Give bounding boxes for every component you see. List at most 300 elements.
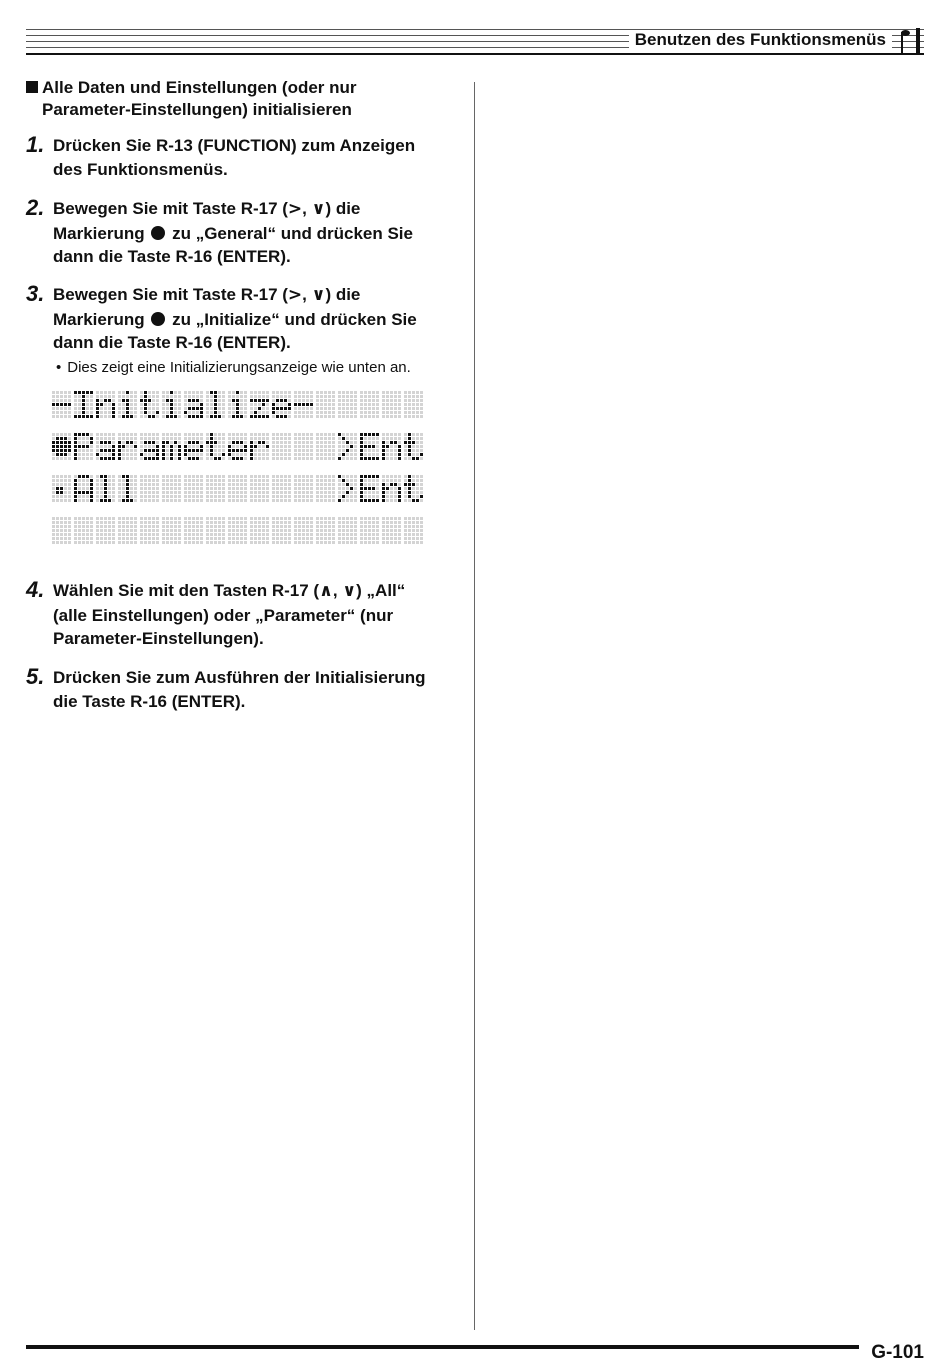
- lcd-dot-off: [192, 533, 195, 536]
- lcd-dot-off: [288, 457, 291, 460]
- lcd-dot-off: [310, 495, 313, 498]
- lcd-dot-off: [78, 457, 81, 460]
- lcd-dot-off: [376, 449, 379, 452]
- lcd-dot-off: [398, 407, 401, 410]
- lcd-dot-off: [126, 541, 129, 544]
- lcd-dot-off: [272, 491, 275, 494]
- lcd-dot-off: [192, 433, 195, 436]
- lcd-dot-off: [174, 541, 177, 544]
- lcd-dot-off: [376, 411, 379, 414]
- lcd-dot-off: [258, 521, 261, 524]
- lcd-dot-off: [162, 517, 165, 520]
- lcd-dot-off: [412, 395, 415, 398]
- lcd-dot-off: [192, 475, 195, 478]
- lcd-dot-off: [420, 499, 423, 502]
- lcd-dot-off: [86, 403, 89, 406]
- lcd-dot-off: [272, 525, 275, 528]
- lcd-dot-off: [288, 453, 291, 456]
- lcd-dot-off: [240, 433, 243, 436]
- lcd-dot-off: [64, 537, 67, 540]
- lcd-dot-off: [284, 437, 287, 440]
- lcd-dot-off: [86, 457, 89, 460]
- lcd-dot-off: [294, 449, 297, 452]
- lcd-dot-off: [420, 445, 423, 448]
- lcd-dot-off: [390, 449, 393, 452]
- lcd-dot-off: [214, 449, 217, 452]
- lcd-dot-on: [210, 449, 213, 452]
- lcd-dot-off: [376, 407, 379, 410]
- lcd-dot-off: [284, 499, 287, 502]
- lcd-dot-off: [118, 525, 121, 528]
- lcd-dot-off: [394, 437, 397, 440]
- lcd-dot-on: [360, 491, 363, 494]
- lcd-dot-off: [162, 533, 165, 536]
- lcd-dot-off: [276, 433, 279, 436]
- right-arrow-icon: >: [287, 199, 303, 219]
- lcd-dot-off: [184, 433, 187, 436]
- lcd-dot-off: [404, 533, 407, 536]
- lcd-dot-off: [332, 495, 335, 498]
- lcd-dot-off: [398, 529, 401, 532]
- lcd-dot-off: [228, 521, 231, 524]
- lcd-dot-off: [206, 453, 209, 456]
- lcd-dot-off: [294, 407, 297, 410]
- lcd-dot-off: [108, 453, 111, 456]
- lcd-dot-off: [420, 411, 423, 414]
- staff-end-bar: [916, 28, 920, 55]
- lcd-dot-off: [122, 433, 125, 436]
- lcd-dot-on: [184, 445, 187, 448]
- lcd-dot-off: [244, 521, 247, 524]
- lcd-dot-off: [140, 487, 143, 490]
- lcd-dot-off: [214, 537, 217, 540]
- lcd-dot-off: [288, 521, 291, 524]
- lcd-dot-off: [178, 491, 181, 494]
- lcd-dot-off: [394, 495, 397, 498]
- lcd-dot-off: [338, 411, 341, 414]
- lcd-dot-off: [346, 521, 349, 524]
- lcd-dot-off: [316, 441, 319, 444]
- lcd-dot-off: [232, 395, 235, 398]
- lcd-dot-off: [64, 491, 67, 494]
- lcd-dot-off: [122, 407, 125, 410]
- lcd-dot-on: [236, 407, 239, 410]
- lcd-dot-off: [332, 537, 335, 540]
- lcd-dot-on: [82, 491, 85, 494]
- lcd-dot-on: [364, 487, 367, 490]
- lcd-dot-off: [210, 475, 213, 478]
- lcd-dot-off: [140, 411, 143, 414]
- lcd-dot-on: [122, 499, 125, 502]
- lcd-dot-off: [244, 433, 247, 436]
- lcd-dot-on: [188, 407, 191, 410]
- lcd-dot-on: [338, 433, 341, 436]
- lcd-dot-off: [372, 491, 375, 494]
- lcd-dot-off: [288, 449, 291, 452]
- lcd-dot-off: [112, 525, 115, 528]
- lcd-dot-off: [236, 541, 239, 544]
- lcd-dot-off: [328, 479, 331, 482]
- lcd-dot-on: [306, 403, 309, 406]
- lcd-dot-off: [166, 483, 169, 486]
- lcd-dot-off: [178, 403, 181, 406]
- lcd-dot-off: [324, 457, 327, 460]
- lcd-dot-off: [192, 437, 195, 440]
- lcd-dot-off: [184, 491, 187, 494]
- lcd-dot-off: [416, 487, 419, 490]
- lcd-dot-off: [86, 533, 89, 536]
- lcd-dot-off: [188, 491, 191, 494]
- lcd-dot-off: [170, 521, 173, 524]
- lcd-dot-off: [354, 411, 357, 414]
- lcd-dot-off: [232, 521, 235, 524]
- lcd-dot-off: [250, 517, 253, 520]
- lcd-dot-off: [86, 399, 89, 402]
- lcd-dot-off: [206, 437, 209, 440]
- lcd-dot-off: [276, 529, 279, 532]
- lcd-dot-off: [280, 517, 283, 520]
- lcd-dot-off: [156, 407, 159, 410]
- lcd-dot-off: [266, 521, 269, 524]
- lcd-dot-off: [342, 529, 345, 532]
- lcd-dot-off: [420, 491, 423, 494]
- lcd-dot-off: [350, 399, 353, 402]
- lcd-dot-off: [170, 525, 173, 528]
- lcd-dot-off: [408, 391, 411, 394]
- lcd-dot-off: [338, 541, 341, 544]
- lcd-dot-off: [112, 499, 115, 502]
- lcd-dot-off: [266, 453, 269, 456]
- lcd-dot-off: [420, 541, 423, 544]
- lcd-dot-on: [210, 391, 213, 394]
- lcd-dot-on: [156, 453, 159, 456]
- lcd-dot-off: [200, 491, 203, 494]
- lcd-dot-on: [398, 457, 401, 460]
- lcd-dot-off: [56, 537, 59, 540]
- lcd-dot-off: [346, 437, 349, 440]
- lcd-dot-off: [368, 449, 371, 452]
- lcd-dot-on: [64, 449, 67, 452]
- lcd-dot-off: [386, 407, 389, 410]
- lcd-dot-off: [152, 517, 155, 520]
- lcd-dot-off: [166, 457, 169, 460]
- lcd-dot-off: [386, 395, 389, 398]
- lcd-dot-off: [178, 495, 181, 498]
- lcd-dot-on: [254, 415, 257, 418]
- lcd-dot-off: [178, 399, 181, 402]
- lcd-dot-on: [126, 415, 129, 418]
- lcd-dot-on: [152, 449, 155, 452]
- lcd-dot-off: [346, 499, 349, 502]
- lcd-dot-off: [52, 495, 55, 498]
- lcd-dot-off: [342, 491, 345, 494]
- lcd-dot-on: [74, 495, 77, 498]
- lcd-dot-off: [372, 517, 375, 520]
- lcd-dot-off: [376, 483, 379, 486]
- lcd-dot-off: [130, 517, 133, 520]
- lcd-dot-on: [258, 399, 261, 402]
- lcd-dot-off: [266, 437, 269, 440]
- lcd-dot-off: [144, 541, 147, 544]
- lcd-dot-off: [386, 433, 389, 436]
- lcd-dot-on: [196, 415, 199, 418]
- lcd-dot-off: [258, 395, 261, 398]
- lcd-dot-off: [394, 525, 397, 528]
- lcd-dot-off: [144, 487, 147, 490]
- lcd-dot-on: [360, 441, 363, 444]
- lcd-dot-off: [122, 479, 125, 482]
- lcd-dot-off: [240, 437, 243, 440]
- lcd-dot-off: [394, 399, 397, 402]
- lcd-dot-off: [108, 529, 111, 532]
- lcd-dot-off: [156, 399, 159, 402]
- lcd-dot-off: [188, 537, 191, 540]
- lcd-dot-off: [328, 487, 331, 490]
- lcd-dot-off: [372, 521, 375, 524]
- lcd-dot-on: [148, 441, 151, 444]
- lcd-dot-off: [262, 525, 265, 528]
- lcd-dot-off: [404, 495, 407, 498]
- lcd-dot-off: [316, 457, 319, 460]
- lcd-dot-off: [354, 433, 357, 436]
- lcd-dot-off: [56, 517, 59, 520]
- lcd-dot-off: [140, 457, 143, 460]
- lcd-dot-off: [152, 475, 155, 478]
- lcd-dot-on: [74, 457, 77, 460]
- lcd-dot-off: [96, 537, 99, 540]
- lcd-dot-off: [266, 529, 269, 532]
- lcd-dot-off: [200, 453, 203, 456]
- lcd-dot-off: [134, 403, 137, 406]
- lcd-dot-off: [52, 457, 55, 460]
- lcd-dot-off: [78, 407, 81, 410]
- lcd-dot-off: [302, 399, 305, 402]
- lcd-dot-off: [184, 475, 187, 478]
- lcd-dot-off: [228, 537, 231, 540]
- lcd-dot-off: [130, 391, 133, 394]
- lcd-dot-off: [394, 533, 397, 536]
- lcd-dot-off: [280, 521, 283, 524]
- lcd-dot-off: [262, 521, 265, 524]
- lcd-dot-off: [350, 457, 353, 460]
- lcd-dot-on: [404, 441, 407, 444]
- lcd-dot-off: [254, 533, 257, 536]
- lcd-dot-on: [112, 449, 115, 452]
- lcd-dot-off: [108, 533, 111, 536]
- lcd-dot-off: [86, 521, 89, 524]
- lcd-dot-on: [118, 445, 121, 448]
- lcd-dot-on: [376, 475, 379, 478]
- lcd-dot-on: [148, 399, 151, 402]
- lcd-dot-off: [90, 457, 93, 460]
- lcd-dot-off: [258, 487, 261, 490]
- lcd-dot-off: [284, 391, 287, 394]
- lcd-dot-off: [108, 433, 111, 436]
- lcd-dot-off: [184, 457, 187, 460]
- lcd-dot-on: [276, 415, 279, 418]
- lcd-dot-off: [130, 437, 133, 440]
- lcd-dot-on: [148, 449, 151, 452]
- lcd-dot-off: [310, 521, 313, 524]
- lcd-dot-off: [206, 491, 209, 494]
- lcd-dot-off: [112, 495, 115, 498]
- lcd-dot-off: [316, 411, 319, 414]
- lcd-dot-off: [82, 449, 85, 452]
- lcd-dot-off: [266, 541, 269, 544]
- lcd-dot-off: [364, 525, 367, 528]
- lcd-dot-off: [222, 475, 225, 478]
- lcd-dot-off: [394, 541, 397, 544]
- lcd-dot-off: [294, 521, 297, 524]
- lcd-dot-on: [360, 479, 363, 482]
- lcd-dot-off: [108, 411, 111, 414]
- lcd-dot-off: [368, 537, 371, 540]
- lcd-dot-off: [324, 475, 327, 478]
- lcd-dot-off: [398, 415, 401, 418]
- lcd-dot-off: [174, 399, 177, 402]
- lcd-dot-on: [118, 449, 121, 452]
- lcd-dot-off: [236, 453, 239, 456]
- lcd-dot-off: [148, 525, 151, 528]
- lcd-dot-off: [244, 437, 247, 440]
- lcd-dot-on: [118, 453, 121, 456]
- lcd-dot-off: [126, 395, 129, 398]
- lcd-dot-off: [134, 453, 137, 456]
- lcd-dot-on: [78, 391, 81, 394]
- lcd-dot-off: [174, 395, 177, 398]
- lcd-dot-off: [100, 521, 103, 524]
- lcd-dot-off: [338, 415, 341, 418]
- lcd-dot-off: [342, 521, 345, 524]
- lcd-dot-off: [412, 529, 415, 532]
- lcd-dot-off: [272, 433, 275, 436]
- lcd-dot-off: [332, 517, 335, 520]
- lcd-dot-off: [364, 391, 367, 394]
- note-text: Dies zeigt eine Initializierungsanzeige wie unten an.: [67, 358, 411, 376]
- lcd-dot-off: [310, 453, 313, 456]
- lcd-dot-off: [232, 499, 235, 502]
- lcd-dot-off: [364, 537, 367, 540]
- lcd-dot-off: [244, 441, 247, 444]
- lcd-dot-off: [144, 483, 147, 486]
- lcd-dot-off: [368, 403, 371, 406]
- lcd-dot-on: [178, 449, 181, 452]
- lcd-dot-off: [394, 433, 397, 436]
- lcd-dot-off: [324, 445, 327, 448]
- lcd-dot-on: [258, 441, 261, 444]
- lcd-dot-off: [134, 449, 137, 452]
- lcd-dot-off: [236, 533, 239, 536]
- lcd-dot-on: [104, 475, 107, 478]
- lcd-dot-off: [78, 395, 81, 398]
- lcd-dot-off: [78, 541, 81, 544]
- lcd-dot-off: [364, 533, 367, 536]
- lcd-dot-off: [306, 533, 309, 536]
- lcd-dot-off: [178, 441, 181, 444]
- lcd-dot-off: [228, 495, 231, 498]
- lcd-dot-off: [244, 541, 247, 544]
- lcd-dot-off: [306, 457, 309, 460]
- lcd-dot-off: [346, 453, 349, 456]
- lcd-dot-off: [52, 499, 55, 502]
- lcd-dot-off: [166, 437, 169, 440]
- lcd-dot-on: [382, 453, 385, 456]
- lcd-dot-off: [214, 475, 217, 478]
- lcd-dot-off: [178, 415, 181, 418]
- lcd-dot-on: [398, 453, 401, 456]
- lcd-dot-on: [236, 411, 239, 414]
- lcd-dot-off: [52, 437, 55, 440]
- lcd-dot-on: [200, 403, 203, 406]
- lcd-dot-off: [240, 391, 243, 394]
- lcd-dot-on: [74, 441, 77, 444]
- lcd-dot-off: [166, 541, 169, 544]
- lcd-dot-off: [394, 475, 397, 478]
- lcd-dot-off: [96, 525, 99, 528]
- lcd-dot-off: [134, 525, 137, 528]
- lcd-dot-off: [354, 525, 357, 528]
- lcd-dot-on: [398, 495, 401, 498]
- lcd-dot-off: [288, 537, 291, 540]
- lcd-dot-off: [266, 537, 269, 540]
- lcd-dot-on: [398, 499, 401, 502]
- lcd-dot-off: [156, 403, 159, 406]
- lcd-dot-off: [100, 495, 103, 498]
- lcd-dot-off: [408, 395, 411, 398]
- lcd-dot-off: [206, 391, 209, 394]
- lcd-dot-off: [174, 525, 177, 528]
- lcd-dot-on: [162, 453, 165, 456]
- lcd-dot-off: [288, 399, 291, 402]
- lcd-dot-off: [372, 495, 375, 498]
- lcd-dot-off: [390, 529, 393, 532]
- lcd-dot-off: [360, 521, 363, 524]
- lcd-dot-off: [354, 537, 357, 540]
- lcd-dot-off: [386, 521, 389, 524]
- lcd-dot-off: [222, 433, 225, 436]
- lcd-dot-off: [188, 403, 191, 406]
- lcd-dot-off: [122, 517, 125, 520]
- lcd-dot-off: [156, 395, 159, 398]
- lcd-dot-off: [382, 521, 385, 524]
- lcd-dot-off: [376, 517, 379, 520]
- lcd-dot-off: [222, 415, 225, 418]
- lcd-dot-off: [258, 457, 261, 460]
- lcd-dot-off: [328, 517, 331, 520]
- lcd-dot-on: [96, 407, 99, 410]
- lcd-dot-on: [100, 499, 103, 502]
- lcd-dot-off: [262, 445, 265, 448]
- lcd-dot-off: [200, 495, 203, 498]
- lcd-dot-on: [254, 445, 257, 448]
- lcd-dot-off: [408, 529, 411, 532]
- lcd-dot-off: [140, 433, 143, 436]
- lcd-dot-off: [408, 415, 411, 418]
- lcd-dot-off: [372, 437, 375, 440]
- lcd-dot-off: [96, 483, 99, 486]
- lcd-dot-off: [382, 433, 385, 436]
- lcd-dot-off: [60, 541, 63, 544]
- lcd-dot-off: [262, 433, 265, 436]
- lcd-dot-off: [162, 483, 165, 486]
- lcd-dot-off: [306, 491, 309, 494]
- lcd-dot-off: [60, 395, 63, 398]
- lcd-dot-off: [166, 521, 169, 524]
- lcd-dot-off: [310, 491, 313, 494]
- lcd-dot-off: [390, 415, 393, 418]
- lcd-dot-off: [346, 525, 349, 528]
- lcd-dot-off: [250, 407, 253, 410]
